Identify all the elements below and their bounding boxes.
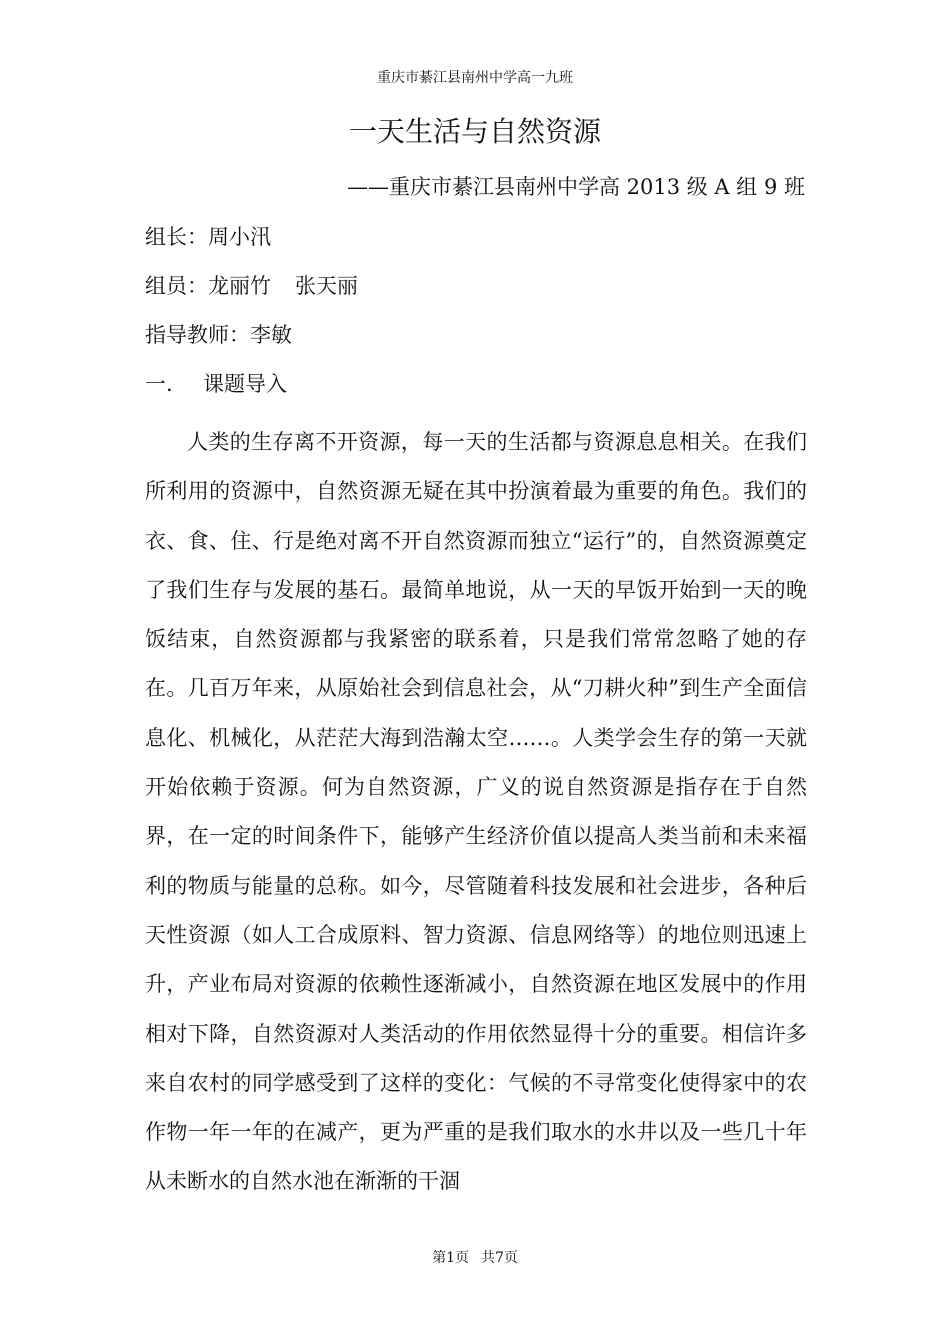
group-leader-label: 组长： xyxy=(145,225,208,249)
teacher-label: 指导教师： xyxy=(145,323,250,347)
teacher-line xyxy=(145,318,292,352)
running-header: 重庆市綦江县南州中学高一九班 xyxy=(377,70,573,86)
document-title: 一天生活与自然资源 xyxy=(348,115,601,148)
body-paragraph: 人类的生存离不开资源，每一天的生活都与资源息息相关。在我们所利用的资源中，自然资源无疑在其中扮演着最为重要的角色。我们的衣、食、住、行是绝对离不开自然资源而独立“运行”的，自然资源奠定了我们生存与发展的基石。最简单地说，从一天的早饭开始到一天的晚饭结束，自然资源都与我紧密的联系着，只是我们常常忽略了她的存在。几百万年来，从原始社会到信息社会，从“刀耕火种”到生产全面信息化、机械化，从茫茫大海到浩瀚太空……。人类学会生存的第一天就开始依赖于资源。何为自然资源，广义的说自然资源是指存在于自然界，在一定的时间条件下，能够产生经济价值以提高人类当前和未来福利的物质与能量的总称。如今，尽管随着科技发展和社会进步，各种后天性资源（如人工合成原料、智力资源、信息网络等）的地位则迅速上升，产业布局对资源的依赖性逐渐减小，自然资源在地区发展中的作用相对下降，自然资源对人类活动的作用依然显得十分的重要。相信许多来自农村的同学感受到了这样的变化：气候的不寻常变化使得家中的农作物一年一年的在减产，更为严重的是我们取水的水井以及一些几十年从未断水的自然水池在渐渐的干涸 xyxy=(145,430,807,1194)
group-members-label: 组员： xyxy=(145,274,208,298)
section-number: 一. xyxy=(145,372,173,396)
group-member-1: 龙丽竹 xyxy=(208,274,271,298)
group-members-line xyxy=(145,269,358,303)
document-subtitle: ——重庆市綦江县南州中学高 2013 级 A 组 9 班 xyxy=(346,175,805,199)
page-footer xyxy=(0,1248,950,1268)
section-heading xyxy=(145,367,287,401)
group-member-2: 张天丽 xyxy=(295,274,358,298)
section-title: 课题导入 xyxy=(203,372,287,396)
group-leader-line xyxy=(145,220,271,254)
group-leader-name: 周小汛 xyxy=(208,225,271,249)
page-number-total: 共7页 xyxy=(481,1250,518,1266)
teacher-name: 李敏 xyxy=(250,323,292,347)
page-number-current: 第1页 xyxy=(432,1250,469,1266)
